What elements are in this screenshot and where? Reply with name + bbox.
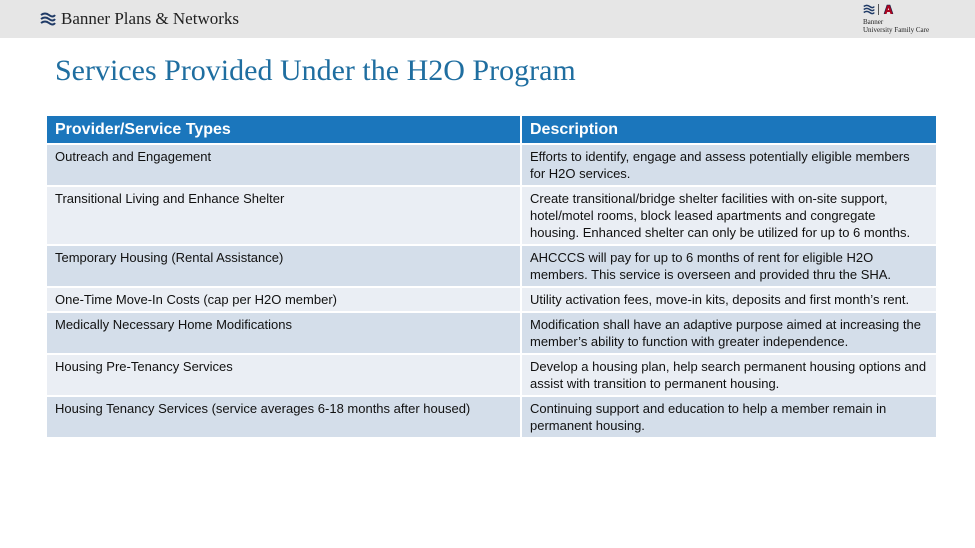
corner-logo-line1: Banner: [863, 18, 884, 26]
table-row: [47, 287, 936, 312]
description-cell: Modification shall have an adaptive purpose aimed at increasing the member’s ability to function with greater independence.: [521, 312, 936, 354]
service-type-cell: Outreach and Engagement: [47, 144, 521, 186]
service-type-cell: Housing Pre-Tenancy Services: [47, 354, 521, 396]
service-type-cell: One-Time Move-In Costs (cap per H2O member): [47, 287, 521, 312]
table-row: [47, 312, 936, 354]
header-bar: [0, 0, 975, 38]
service-type-cell: Transitional Living and Enhance Shelter: [47, 186, 521, 245]
table-header-row: [47, 116, 936, 144]
service-type-cell: Medically Necessary Home Modifications: [47, 312, 521, 354]
university-family-care-logo: [863, 3, 971, 35]
description-cell: Continuing support and education to help a member remain in permanent housing.: [521, 396, 936, 437]
description-cell: AHCCCS will pay for up to 6 months of rent for eligible H2O members. This service is overseen and provided thru the SHA.: [521, 245, 936, 287]
column-header: Provider/Service Types: [47, 116, 521, 144]
banner-wave-icon: [863, 4, 875, 15]
service-type-cell: Temporary Housing (Rental Assistance): [47, 245, 521, 287]
table-row: [47, 245, 936, 287]
divider-icon: [878, 4, 880, 15]
description-cell: Create transitional/bridge shelter facilities with on-site support, hotel/motel rooms, block leased apartments and congregate housing. Enhanced shelter can only be utilized for up to 6 months.: [521, 186, 936, 245]
column-header: Description: [521, 116, 936, 144]
brand-logo[interactable]: [40, 9, 239, 29]
university-a-icon: [883, 4, 894, 15]
description-cell: Utility activation fees, move-in kits, deposits and first month’s rent.: [521, 287, 936, 312]
banner-wave-icon: [40, 12, 56, 26]
description-cell: Develop a housing plan, help search permanent housing options and assist with transition to permanent housing.: [521, 354, 936, 396]
description-cell: Efforts to identify, engage and assess potentially eligible members for H2O services.: [521, 144, 936, 186]
service-type-cell: Housing Tenancy Services (service averages 6-18 months after housed): [47, 396, 521, 437]
brand-name: Banner Plans & Networks: [61, 9, 240, 28]
page-title: Services Provided Under the H2O Program: [55, 54, 576, 87]
table-row: [47, 354, 936, 396]
table-row: [47, 396, 936, 437]
table-row: [47, 144, 936, 186]
corner-logo-line2: University Family Care: [863, 26, 930, 34]
table-row: [47, 186, 936, 245]
services-table: [47, 116, 936, 437]
